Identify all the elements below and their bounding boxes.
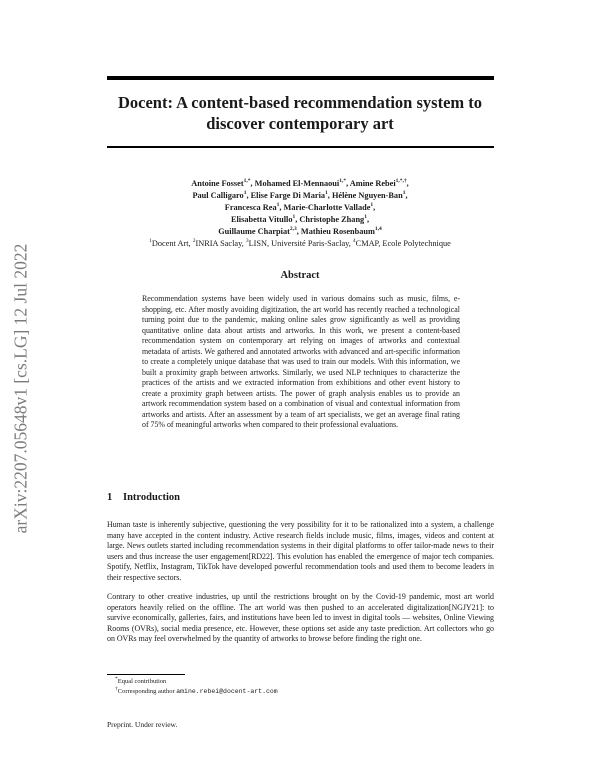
abstract-body: Recommendation systems have been widely used in various domains such as music, films, e-shopping, etc. After mostly avoiding digitization, the art world has recently reached a technological turning point due to the pandemic, making online sales grow significantly as well as providing quantitative online data about artists and artworks. In this work, we present a content-based recommendation system on contemporary art relying on images of artworks and contextual metadata of artists. We gathered and annotated artworks with advanced and art-specific information to create a completely unique database that was used to train our models. With this information, we built a proximity graph between artworks. Similarly, we used NLP techniques to characterize the practices of the artists and we extracted information from exhibitions and other event history to create a proximity graph between artists. The power of graph analysis enables us to provide an artwork recommendation system based on a combination of visual and contextual information from artworks and artists. After an assessment by a team of art specialists, we get an average final rating of 75% of meaningful artworks when compared to their professional evaluations.: [142, 294, 460, 429]
author-sup: 1,*: [243, 178, 251, 185]
author-name: Francesca Rea: [224, 203, 277, 212]
author-line-3: Francesca Rea$^1$, Marie-Charlotte Vallade$^1$,: [224, 202, 376, 212]
author-line-2: Paul Calligaro$^1$, Elise Farge Di Maria$^1$, Hélène Nguyen-Ban$^1$,: [192, 190, 408, 200]
footnote-2: [115, 687, 495, 697]
author-email-link[interactable]: amine.rebei@docent-art.com: [176, 688, 278, 695]
author-name: Marie-Charlotte Vallade: [283, 203, 371, 212]
abstract-heading: Abstract: [280, 270, 320, 281]
affiliation-sup: 2: [192, 238, 196, 245]
section-heading: [107, 492, 180, 503]
affiliation-text: Docent Art,: [151, 239, 193, 248]
author-name: Elise Farge Di Maria: [250, 191, 326, 200]
author-name: Mohamed El-Mennaoui: [254, 179, 340, 188]
footnotes: [115, 677, 495, 697]
author-line-1: Antoine Fosset$^{1,*}$, Mohamed El-Mennaoui$^{1,*}$, Amine Rebei$^{1,*,\dagger}$,: [191, 178, 409, 188]
author-name: Christophe Zhang: [299, 215, 365, 224]
author-sup: 1: [402, 190, 406, 197]
author-sup: 1,*,†: [395, 178, 407, 185]
footnote-text: Equal contribution: [117, 678, 167, 685]
author-sup: 1: [364, 214, 367, 221]
title-rule-top: [107, 76, 494, 80]
author-block: [100, 178, 500, 250]
section-number: 1: [107, 492, 113, 503]
author-sup: 2,3: [289, 226, 297, 233]
affiliation-sup: 4: [352, 238, 356, 245]
author-sup: 1: [276, 202, 280, 209]
footnote-mark: †: [115, 685, 118, 692]
author-name: Elisabetta Vitullo: [230, 215, 293, 224]
paper-title: Docent: A content-based recommendation system to discover contemporary art: [117, 93, 483, 133]
section-title-text: Introduction: [123, 492, 180, 503]
author-sup: 1: [325, 190, 328, 197]
affiliation-text: INRIA Saclay,: [195, 239, 246, 248]
author-name: Amine Rebei: [349, 179, 396, 188]
author-name: Mathieu Rosenbaum: [300, 227, 375, 236]
preprint-note: Preprint. Under review.: [107, 720, 178, 729]
arxiv-identifier-text: arXiv:2207.05648v1 [cs.LG] 12 Jul 2022: [10, 243, 31, 533]
author-name: Hélène Nguyen-Ban: [331, 191, 403, 200]
author-line-5: Guillaume Charpiat$^{2,3}$, Mathieu Rosenbaum$^{1,4}$: [218, 226, 382, 236]
affiliation-text: LISN, Université Paris-Saclay,: [248, 239, 353, 248]
author-name: Guillaume Charpiat: [218, 227, 290, 236]
author-sup: 1: [292, 214, 296, 221]
arxiv-identifier-stamp: [2, 208, 40, 568]
footnote-1: [115, 677, 495, 687]
footnote-text: Corresponding author: [117, 688, 177, 695]
author-sup: 1: [370, 202, 374, 209]
affiliations: [100, 238, 500, 250]
title-rule-bottom: [107, 146, 494, 148]
author-line-4: Elisabetta Vitullo$^1$, Christophe Zhang$^1$,: [230, 214, 370, 224]
author-sup: 1: [243, 190, 247, 197]
author-sup: 1,*: [339, 178, 347, 185]
intro-paragraph-2: Contrary to other creative industries, up until the restrictions brought on by the Covid-19 pandemic, most art world operators heavily relied on the offline. The art world was then pushed to an accelerated digitalization[NGJY21]: to survive economically, galleries, fairs, and institutions have been led to invest in digital tools — websites, Online Viewing Rooms (OVRs), social media presence, etc. However, these options set aside any taste prediction. Art collectors who go on OVRs may feel overwhelmed by the quantity of artworks to browse before finding the right one.: [107, 592, 494, 643]
footnote-rule: [107, 674, 185, 675]
footnote-mark: *: [115, 675, 118, 682]
intro-paragraph-1: Human taste is inherently subjective, questioning the very possibility for it to be rationalized into a system, a challenge many have accepted in the content industry. Active research fields include music, films, images, videos and content at large. News outlets started including recommendation systems in their digital platforms to offer tailor-made news to their users and thus increase the user engagement[RD22]. This evolution has enabled the emergence of major tech companies. Spotify, Netflix, Instagram, TikTok have developed powerful recommendation tools and used them to become leaders in their respective sectors.: [107, 520, 494, 582]
author-name: Paul Calligaro: [192, 191, 244, 200]
affiliation-text: CMAP, Ecole Polytechnique: [355, 239, 451, 248]
author-name: Antoine Fosset: [191, 179, 244, 188]
affiliation-sup: 3: [245, 238, 249, 245]
affiliation-sup: 1: [149, 238, 152, 245]
author-sup: 1,4: [374, 226, 382, 233]
